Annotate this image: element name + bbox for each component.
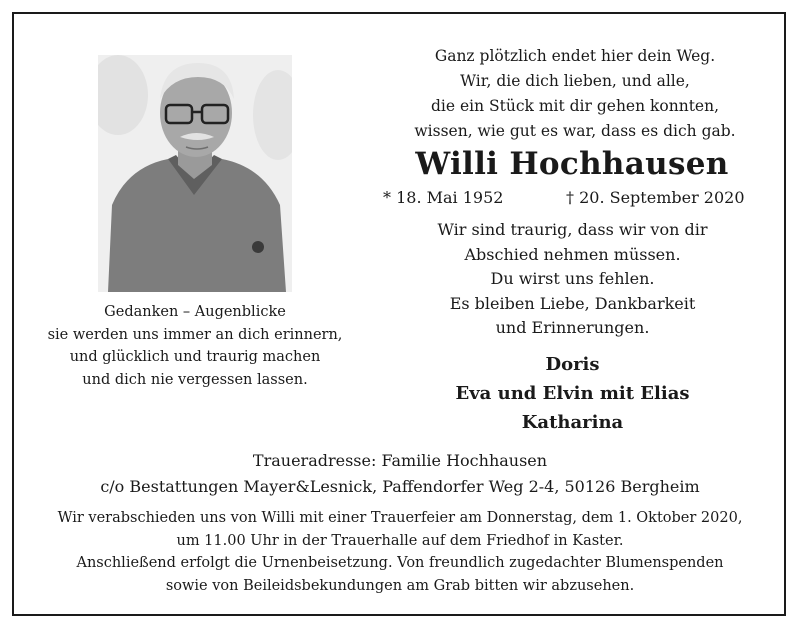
quote-line: und glücklich und traurig machen — [69, 349, 321, 365]
deceased-name: Willi Hochhausen — [415, 146, 729, 182]
mourning-address — [20, 448, 780, 500]
message-line: Wir sind traurig, dass wir von dir — [437, 220, 708, 239]
memorial-quote — [30, 301, 360, 391]
service-line: um 11.00 Uhr in der Trauerhalle auf dem Friedhof in Kaster. — [176, 532, 624, 549]
message-line: Es bleiben Liebe, Dankbarkeit — [449, 293, 696, 313]
family-names — [400, 350, 745, 437]
poem-line: die ein Stück mit dir gehen konnten, — [430, 97, 720, 115]
message-line: und Erinnerungen. — [495, 318, 650, 337]
family-member: Katharina — [521, 412, 624, 433]
birth-date: * 18. Mai 1952 — [383, 188, 504, 207]
family-member: Eva und Elvin mit Elias — [455, 383, 690, 404]
funeral-service-info — [20, 507, 780, 597]
quote-line: sie werden uns immer an dich erinnern, — [47, 326, 343, 343]
poem — [410, 44, 740, 144]
quote-line: Gedanken – Augenblicke — [104, 304, 286, 320]
family-member: Doris — [545, 354, 600, 375]
poem-line: wissen, wie gut es war, dass es dich gab. — [414, 122, 736, 140]
address-line: c/o Bestattungen Mayer&Lesnick, Paffendorfer Weg 2-4, 50126 Bergheim — [100, 477, 700, 496]
poem-line: Wir, die dich lieben, und alle, — [460, 72, 690, 90]
service-line: Anschließend erfolgt die Urnenbeisetzung. Von freundlich zugedachter Blumenspenden — [76, 555, 724, 571]
condolence-message — [400, 218, 745, 341]
quote-line: und dich nie vergessen lassen. — [82, 371, 308, 388]
portrait-photo — [98, 55, 292, 292]
message-line: Abschied nehmen müssen. — [464, 244, 681, 264]
address-line: Traueradresse: Familie Hochhausen — [252, 451, 548, 470]
service-line: Wir verabschieden uns von Willi mit einer Trauerfeier am Donnerstag, dem 1. Oktober 2020, — [57, 510, 743, 526]
portrait-icon — [98, 55, 292, 292]
poem-line: Ganz plötzlich endet hier dein Weg. — [434, 47, 716, 65]
death-date: † 20. September 2020 — [566, 188, 745, 207]
service-line: sowie von Beileidsbekundungen am Grab bitten wir abzusehen. — [165, 577, 635, 594]
message-line: Du wirst uns fehlen. — [490, 269, 655, 288]
